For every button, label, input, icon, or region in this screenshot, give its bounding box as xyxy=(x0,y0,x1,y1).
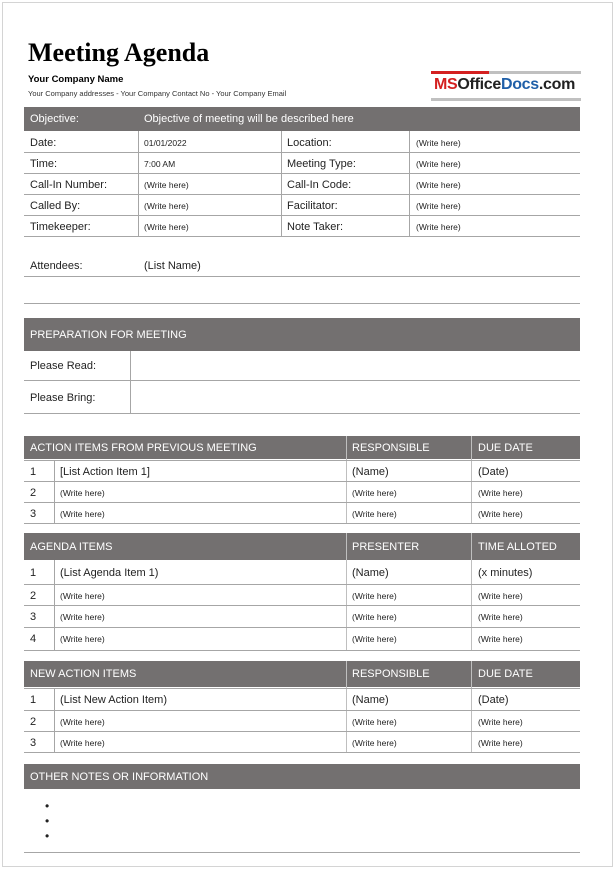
new-action-item[interactable]: (Write here) xyxy=(60,738,105,748)
callin-code-value[interactable]: (Write here) xyxy=(416,180,461,190)
presenter[interactable]: (Name) xyxy=(352,567,389,579)
row-number: 1 xyxy=(30,694,37,706)
responsible[interactable]: (Write here) xyxy=(352,509,397,519)
prev-actions-header xyxy=(24,436,580,459)
objective-label: Objective: xyxy=(30,113,79,125)
prev-col-divider xyxy=(471,436,472,523)
agenda-col-divider xyxy=(471,533,472,651)
time-alloted[interactable]: (Write here) xyxy=(478,591,523,601)
msofficedocs-logo xyxy=(431,71,581,102)
notes-header xyxy=(24,764,580,789)
due-date[interactable]: (Write here) xyxy=(478,717,523,727)
new-line xyxy=(24,731,580,732)
due-date[interactable]: (Write here) xyxy=(478,509,523,519)
presenter[interactable]: (Write here) xyxy=(352,612,397,622)
agenda-item[interactable]: (Write here) xyxy=(60,591,105,601)
due-date[interactable]: (Date) xyxy=(478,466,509,478)
notes-line xyxy=(24,852,580,853)
attendees-label: Attendees: xyxy=(30,260,83,272)
agenda-header-presenter: PRESENTER xyxy=(352,540,420,553)
row-number: 3 xyxy=(30,737,37,749)
callin-number-value[interactable]: (Write here) xyxy=(144,180,189,190)
responsible[interactable]: (Write here) xyxy=(352,738,397,748)
company-name: Your Company Name xyxy=(28,74,124,85)
prev-line xyxy=(24,460,580,461)
agenda-line xyxy=(24,650,580,651)
new-actions-header-item: NEW ACTION ITEMS xyxy=(30,668,137,680)
agenda-line xyxy=(24,605,580,606)
attendees-line xyxy=(24,303,580,304)
meeting-type-value[interactable]: (Write here) xyxy=(416,159,461,169)
meeting-type-label: Meeting Type: xyxy=(287,158,356,170)
time-label: Time: xyxy=(30,158,58,170)
new-line xyxy=(24,752,580,753)
row-number: 3 xyxy=(30,611,37,623)
action-item[interactable]: (Write here) xyxy=(60,488,105,498)
objective-value[interactable]: Objective of meeting will be described here xyxy=(144,113,354,125)
responsible[interactable]: (Name) xyxy=(352,694,389,706)
row-number: 1 xyxy=(30,567,37,579)
prev-num-divider xyxy=(54,461,55,523)
time-alloted[interactable]: (x minutes) xyxy=(478,567,533,579)
prev-actions-header-item: ACTION ITEMS FROM PREVIOUS MEETING xyxy=(30,441,257,454)
new-actions-header-responsible: RESPONSIBLE xyxy=(352,668,430,680)
date-value[interactable]: 01/01/2022 xyxy=(144,138,187,148)
agenda-item[interactable]: (Write here) xyxy=(60,634,105,644)
new-col-divider xyxy=(346,661,347,753)
due-date[interactable]: (Write here) xyxy=(478,488,523,498)
row-number: 3 xyxy=(30,508,37,520)
prev-actions-header-due: DUE DATE xyxy=(478,441,533,454)
agenda-line xyxy=(24,627,580,628)
new-actions-header-due: DUE DATE xyxy=(478,668,533,680)
info-line xyxy=(24,173,580,174)
row-number: 2 xyxy=(30,590,37,602)
new-line xyxy=(24,710,580,711)
due-date[interactable]: (Write here) xyxy=(478,738,523,748)
info-divider-1 xyxy=(138,131,139,237)
please-read-label: Please Read: xyxy=(30,360,97,372)
facilitator-label: Facilitator: xyxy=(287,200,338,212)
presenter[interactable]: (Write here) xyxy=(352,634,397,644)
preparation-header-label: PREPARATION FOR MEETING xyxy=(30,328,187,341)
info-line xyxy=(24,215,580,216)
prep-divider xyxy=(130,351,131,414)
note-taker-value[interactable]: (Write here) xyxy=(416,222,461,232)
prev-col-divider xyxy=(346,436,347,523)
agenda-header-item: AGENDA ITEMS xyxy=(30,540,113,553)
attendees-value[interactable]: (List Name) xyxy=(144,260,201,272)
time-alloted[interactable]: (Write here) xyxy=(478,634,523,644)
new-num-divider xyxy=(54,689,55,753)
row-number: 1 xyxy=(30,466,37,478)
new-action-item[interactable]: (List New Action Item) xyxy=(60,694,167,706)
logo-bar-bottom xyxy=(431,98,581,101)
logo-text xyxy=(434,76,575,94)
presenter[interactable]: (Write here) xyxy=(352,591,397,601)
row-number: 2 xyxy=(30,716,37,728)
date-label: Date: xyxy=(30,137,57,149)
info-line xyxy=(24,194,580,195)
facilitator-value[interactable]: (Write here) xyxy=(416,201,461,211)
called-by-label: Called By: xyxy=(30,200,81,212)
info-line xyxy=(24,236,580,237)
notes-bullet-list[interactable] xyxy=(45,799,49,844)
prep-line xyxy=(24,380,580,381)
agenda-header-time: TIME ALLOTED xyxy=(478,540,557,553)
page-title: Meeting Agenda xyxy=(28,38,210,67)
preparation-header xyxy=(24,318,580,351)
location-label: Location: xyxy=(287,137,332,149)
action-item[interactable]: (Write here) xyxy=(60,509,105,519)
new-action-item[interactable]: (Write here) xyxy=(60,717,105,727)
notes-header-label: OTHER NOTES OR INFORMATION xyxy=(30,770,209,783)
logo-com: .com xyxy=(538,76,576,93)
prev-actions-header-responsible: RESPONSIBLE xyxy=(352,441,430,454)
responsible[interactable]: (Write here) xyxy=(352,488,397,498)
time-alloted[interactable]: (Write here) xyxy=(478,612,523,622)
prev-line xyxy=(24,523,580,524)
list-item: • xyxy=(45,799,50,813)
callin-number-label: Call-In Number: xyxy=(30,179,108,191)
logo-ms: MS xyxy=(434,76,458,93)
company-details: Your Company addresses - Your Company Contact No - Your Company Email xyxy=(28,89,287,98)
location-value[interactable]: (Write here) xyxy=(416,138,461,148)
timekeeper-label: Timekeeper: xyxy=(30,221,91,233)
note-taker-label: Note Taker: xyxy=(287,221,344,233)
responsible[interactable]: (Write here) xyxy=(352,717,397,727)
agenda-header xyxy=(24,533,580,560)
row-number: 4 xyxy=(30,633,37,645)
agenda-col-divider xyxy=(346,533,347,651)
agenda-item[interactable]: (List Agenda Item 1) xyxy=(60,567,159,579)
timekeeper-value[interactable]: (Write here) xyxy=(144,222,189,232)
please-bring-label: Please Bring: xyxy=(30,392,96,404)
prev-line xyxy=(24,502,580,503)
logo-bar-red xyxy=(431,71,489,74)
objective-row xyxy=(24,107,580,131)
logo-office: Office xyxy=(457,76,501,93)
due-date[interactable]: (Date) xyxy=(478,694,509,706)
agenda-item[interactable]: (Write here) xyxy=(60,612,105,622)
info-line xyxy=(24,152,580,153)
attendees-line xyxy=(24,276,580,277)
new-actions-header xyxy=(24,661,580,687)
new-col-divider xyxy=(471,661,472,753)
time-value[interactable]: 7:00 AM xyxy=(144,159,176,169)
row-number: 2 xyxy=(30,487,37,499)
responsible[interactable]: (Name) xyxy=(352,466,389,478)
action-item[interactable]: [List Action Item 1] xyxy=(60,466,150,478)
callin-code-label: Call-In Code: xyxy=(287,179,352,191)
called-by-value[interactable]: (Write here) xyxy=(144,201,189,211)
agenda-line xyxy=(24,584,580,585)
prev-line xyxy=(24,481,580,482)
new-line xyxy=(24,688,580,689)
prep-line xyxy=(24,413,580,414)
logo-docs: Docs xyxy=(500,76,539,93)
list-item: • xyxy=(45,814,50,828)
info-divider-3 xyxy=(409,131,410,237)
info-divider-2 xyxy=(281,131,282,237)
list-item: • xyxy=(45,829,50,843)
